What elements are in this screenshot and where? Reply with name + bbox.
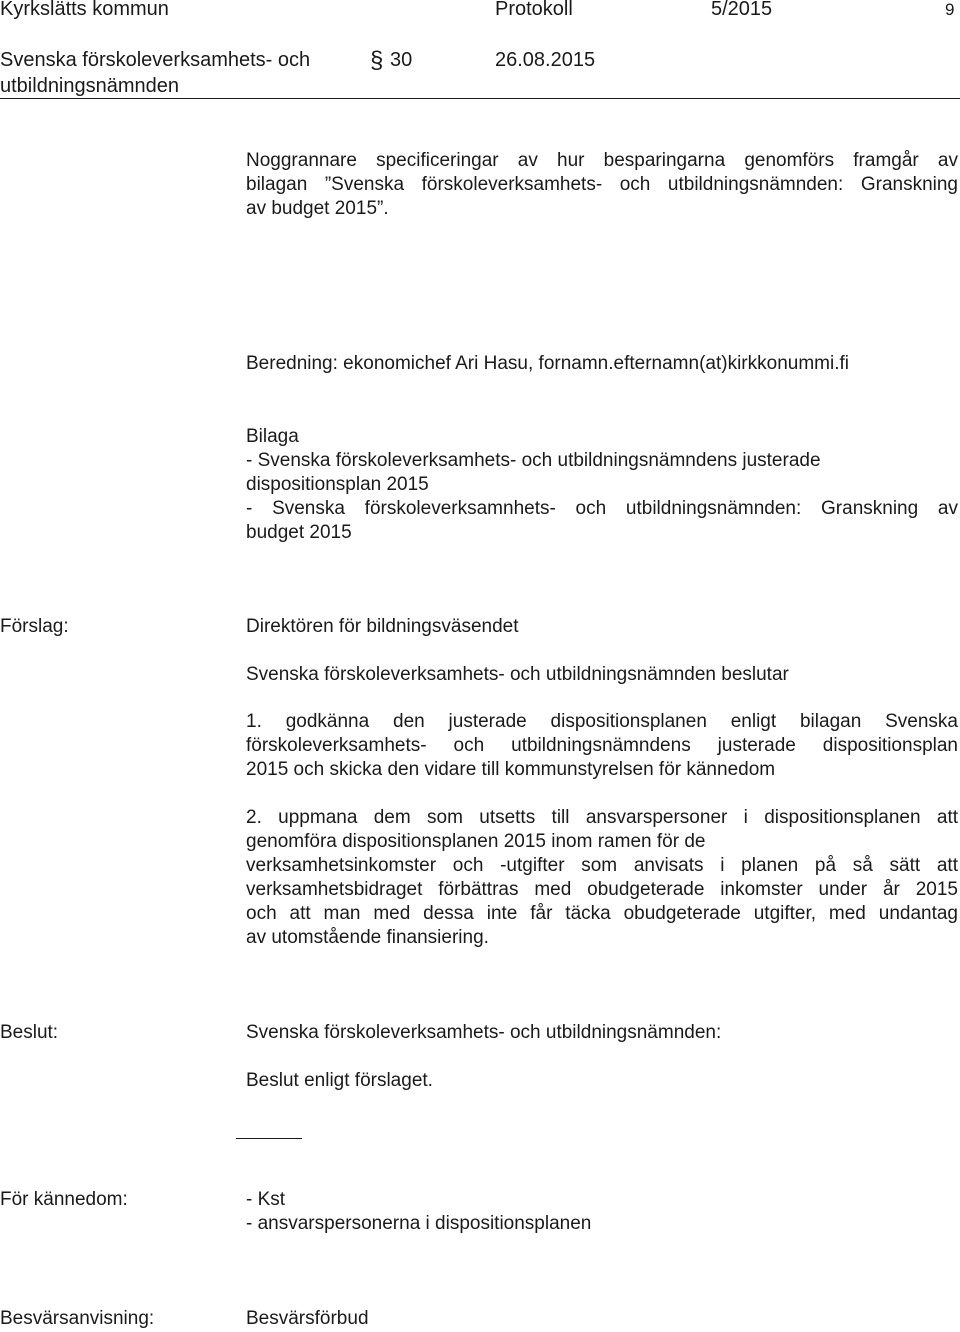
- item2-line: 2. uppmana dem som utsetts till ansvarspersoner i dispositionsplanen att: [246, 807, 958, 828]
- item1-line: 2015 och skicka den vidare till kommunstyrelsen för kännedom: [246, 759, 776, 780]
- appeal-label: Besvärsanvisning:: [0, 1308, 155, 1329]
- proposal-decides: [246, 663, 958, 687]
- proposer-text: Direktören för bildningsväsendet: [246, 616, 519, 637]
- document-type: Protokoll: [495, 0, 573, 20]
- decision-text: [246, 1069, 958, 1093]
- proposal-item-1: [246, 710, 958, 782]
- page-number: 9: [945, 0, 955, 19]
- intro-line: Noggrannare specificeringar av hur besparingarna genomförs framgår av: [246, 150, 958, 171]
- separator-rule: [236, 1138, 302, 1139]
- proposal-item-2: [246, 806, 958, 950]
- decides-text: Svenska förskoleverksamhets- och utbildningsnämnden beslutar: [246, 664, 789, 685]
- header-divider: [0, 98, 960, 99]
- item2-line: av utomstående finansiering.: [246, 927, 489, 948]
- notice-recipients: [246, 1188, 958, 1236]
- item2-line: verksamhetsinkomster och -utgifter som anvisats i planen på så sätt att: [246, 855, 958, 876]
- attachment-line: budget 2015: [246, 522, 352, 543]
- section-icon: §: [370, 47, 384, 74]
- appeal-value: Besvärsförbud: [246, 1308, 369, 1329]
- meeting-date: 26.08.2015: [495, 49, 596, 71]
- decision-body: [246, 1021, 958, 1045]
- municipality-name: Kyrkslätts kommun: [0, 0, 169, 20]
- attachment-line: dispositionsplan 2015: [246, 474, 429, 495]
- protocol-number: 5/2015: [711, 0, 773, 20]
- decision-result-text: Beslut enligt förslaget.: [246, 1070, 433, 1091]
- proposal-proposer: [246, 615, 958, 639]
- attachment-line: - Svenska förskoleverksamhets- och utbildningsnämndens justerade: [246, 450, 821, 471]
- item2-line: verksamhetsbidraget förbättras med obudgeterade inkomster under år 2015: [246, 879, 958, 900]
- committee-name-line1: Svenska förskoleverksamhets- och: [0, 49, 311, 71]
- decision-label: Beslut:: [0, 1022, 59, 1043]
- intro-paragraph: [246, 149, 958, 221]
- attachments-section: [246, 425, 958, 545]
- notice-recipient: - ansvarspersonerna i dispositionsplanen: [246, 1213, 592, 1234]
- attachments-title: Bilaga: [246, 426, 299, 447]
- intro-line: bilagan ”Svenska förskoleverksamhets- och utbildningsnämnden: Granskning: [246, 174, 958, 195]
- item2-line: och att man med dessa inte får täcka obudgeterade utgifter, med undantag: [246, 903, 958, 924]
- item2-line: genomföra dispositionsplanen 2015 inom ramen för de: [246, 831, 706, 852]
- proposal-label: Förslag:: [0, 616, 69, 637]
- intro-line: av budget 2015”.: [246, 198, 389, 219]
- preparation-text: Beredning: ekonomichef Ari Hasu, fornamn.efternamn(at)kirkkonummi.fi: [246, 353, 849, 374]
- item1-line: förskoleverksamhets- och utbildningsnämndens justerade dispositionsplan: [246, 735, 958, 756]
- decision-body-text: Svenska förskoleverksamhets- och utbildningsnämnden:: [246, 1022, 722, 1043]
- preparation-line: [246, 352, 958, 376]
- section-number: 30: [390, 49, 413, 71]
- committee-name-line2: utbildningsnämnden: [0, 75, 180, 97]
- notice-label: För kännedom:: [0, 1189, 128, 1210]
- notice-recipient: - Kst: [246, 1189, 286, 1210]
- attachment-line: - Svenska förskoleverksamnhets- och utbildningsnämnden: Granskning av: [246, 498, 958, 519]
- appeal-text: [246, 1307, 958, 1331]
- item1-line: 1. godkänna den justerade dispositionsplanen enligt bilagan Svenska: [246, 711, 958, 732]
